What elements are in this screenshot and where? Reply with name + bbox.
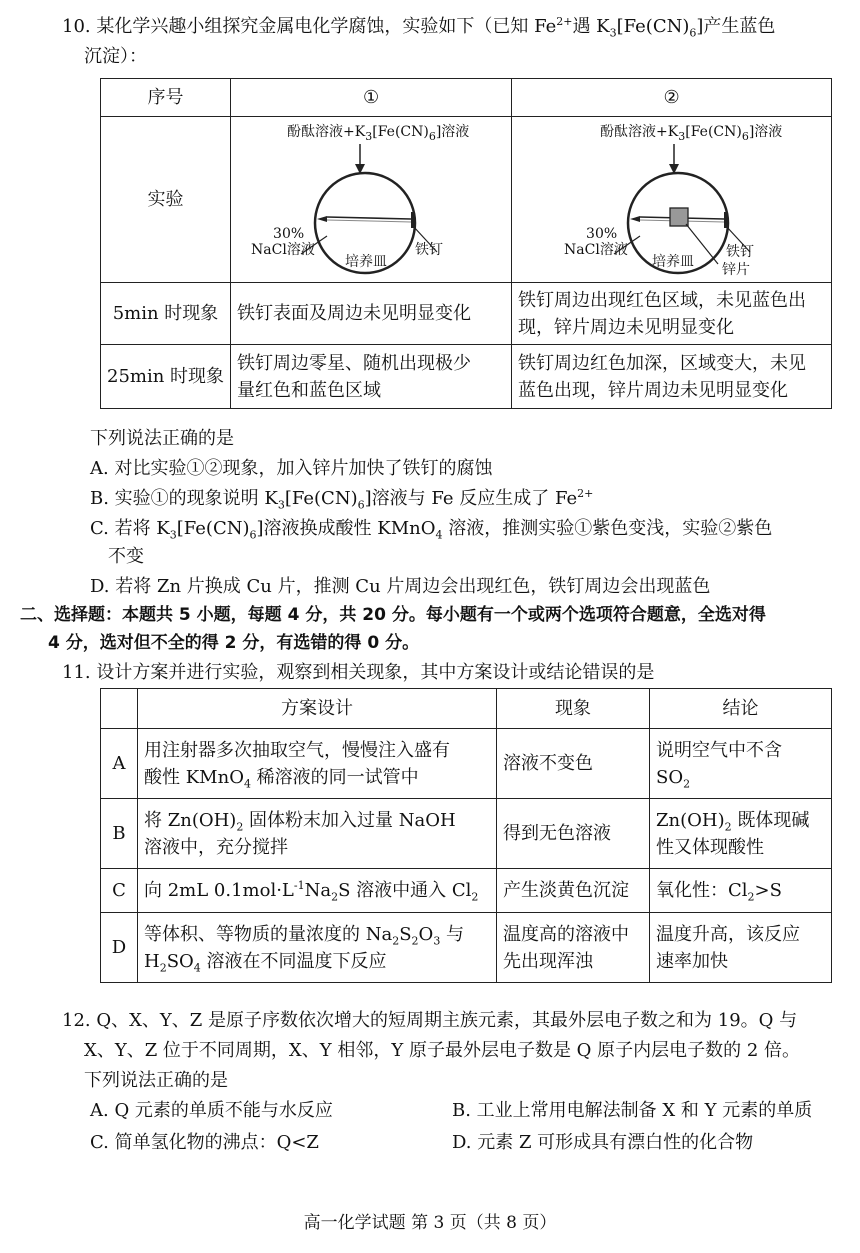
section2-heading-line2: 4 分，选对但不全的得 2 分，有选错的得 0 分。	[48, 633, 420, 653]
row-b-design: 将 $Zn(OH)_2$ 固体粉末加入过量 NaOH 溶液中，充分搅拌	[138, 799, 497, 869]
row-c-conclusion: 氧化性：$Cl_2>S$	[650, 869, 832, 913]
q12-option-d: D. 元素 Z 可形成具有漂白性的化合物	[452, 1132, 754, 1153]
q12-stem-line2: X、Y、Z 位于不同周期，X、Y 相邻，Y 原子最外层电子数是 Q 原子内层电子数的 2 倍。	[84, 1040, 801, 1061]
row-5min-label: 5min 时现象	[101, 283, 231, 345]
row-b-conclusion: $Zn(OH)_2$ 既体现碱 性又体现酸性	[650, 799, 832, 869]
row-a-label: A	[101, 729, 138, 799]
row-a-phenomenon: 溶液不变色	[497, 729, 650, 799]
row-c-design: 向 2mL $0.1mol\cdot L^{-1}Na_2S$ 溶液中通入 $Cl_2$	[138, 869, 497, 913]
q10-option-b: B. 实验①的现象说明 $K_3[Fe(CN)_6]$溶液与 Fe 反应生成了 $Fe^{2+}$	[90, 487, 594, 512]
q12-option-a: A. Q 元素的单质不能与水反应	[90, 1100, 333, 1121]
figure-exp1: 酚酞溶液$+K_3[Fe(CN)_6]$溶液 30% NaCl溶液 培养皿 铁钉	[231, 117, 512, 283]
q10-option-c-line2: 不变	[108, 546, 144, 567]
q10-option-c: C. 若将 $K_3[Fe(CN)_6]$溶液换成酸性 KMnO$_4$ 溶液，推测实验①紫色变浅，实验②紫色	[90, 518, 773, 542]
row-d-phenomenon: 温度高的溶液中 先出现浑浊	[497, 913, 650, 983]
row-25min-exp2: 铁钉周边红色加深，区域变大，未见 蓝色出现，锌片周边未见明显变化	[512, 345, 832, 409]
page-footer: 高一化学试题 第 3 页（共 8 页）	[303, 1213, 557, 1233]
q11-stem: 11. 设计方案并进行实验，观察到相关现象，其中方案设计或结论错误的是	[62, 662, 655, 683]
row-b-phenomenon: 得到无色溶液	[497, 799, 650, 869]
q10-table	[100, 78, 832, 409]
header-design: 方案设计	[138, 689, 497, 729]
q12-stem: 12. Q、X、Y、Z 是原子序数依次增大的短周期主族元素，其最外层电子数之和为 19。Q 与	[62, 1010, 798, 1031]
reagent-label: 酚酞溶液$+K_3[Fe(CN)_6]$溶液	[287, 123, 470, 143]
header-seq: 序号	[101, 79, 231, 117]
row-c-label: C	[101, 869, 138, 913]
dish-label: 培养皿	[345, 253, 388, 270]
q10-question: 下列说法正确的是	[90, 428, 234, 449]
row-d-conclusion: 温度升高，该反应 速率加快	[650, 913, 832, 983]
header-exp1: ①	[231, 79, 512, 117]
row-5min-exp2: 铁钉周边出现红色区域，未见蓝色出 现，锌片周边未见明显变化	[512, 283, 832, 345]
nail-label: 铁钉	[726, 243, 755, 260]
q12-option-c: C. 简单氢化物的沸点：Q<Z	[90, 1132, 319, 1153]
q10-stem: 10. 某化学兴趣小组探究金属电化学腐蚀，实验如下（已知 $Fe^{2+}$遇 $K_3[Fe(CN)_6]$产生蓝色	[62, 15, 776, 40]
section2-heading: 二、选择题：本题共 5 小题，每题 4 分，共 20 分。每小题有一个或两个选项符合题意，全选对得	[20, 605, 766, 625]
header-conclusion: 结论	[650, 689, 832, 729]
row-d-design: 等体积、等物质的量浓度的 $Na_2S_2O_3$ 与 $H_2SO_4$ 溶液在不同温度下反应	[138, 913, 497, 983]
header-exp2: ②	[512, 79, 832, 117]
zinc-label: 锌片	[722, 261, 751, 278]
row-a-design: 用注射器多次抽取空气，慢慢注入盛有 酸性 KMnO$_4$ 稀溶液的同一试管中	[138, 729, 497, 799]
row-experiment-label: 实验	[101, 117, 231, 283]
q12-question: 下列说法正确的是	[84, 1070, 228, 1091]
header-phenomenon: 现象	[497, 689, 650, 729]
row-a-conclusion: 说明空气中不含 $SO_2$	[650, 729, 832, 799]
row-5min-exp1: 铁钉表面及周边未见明显变化	[231, 283, 512, 345]
q12-option-b: B. 工业上常用电解法制备 X 和 Y 元素的单质	[452, 1100, 813, 1121]
row-b-label: B	[101, 799, 138, 869]
row-d-label: D	[101, 913, 138, 983]
nail-label: 铁钉	[415, 241, 444, 258]
row-c-phenomenon: 产生淡黄色沉淀	[497, 869, 650, 913]
reagent-label: 酚酞溶液$+K_3[Fe(CN)_6]$溶液	[600, 123, 783, 143]
header-blank	[101, 689, 138, 729]
row-25min-label: 25min 时现象	[101, 345, 231, 409]
nacl-label: NaCl溶液	[251, 241, 315, 258]
dish-label: 培养皿	[652, 253, 695, 270]
q10-stem-line2: 沉淀）：	[84, 46, 147, 67]
nacl-label: NaCl溶液	[564, 241, 628, 258]
row-25min-exp1: 铁钉周边零星、随机出现极少 量红色和蓝色区域	[231, 345, 512, 409]
figure-exp2: 酚酞溶液$+K_3[Fe(CN)_6]$溶液 30% NaCl溶液 培养皿 铁钉 锌片	[512, 117, 832, 283]
q11-table	[100, 688, 832, 983]
q10-option-a: A. 对比实验①②现象，加入锌片加快了铁钉的腐蚀	[90, 458, 493, 479]
q10-option-d: D. 若将 Zn 片换成 Cu 片，推测 Cu 片周边会出现红色，铁钉周边会出现蓝色	[90, 576, 711, 597]
